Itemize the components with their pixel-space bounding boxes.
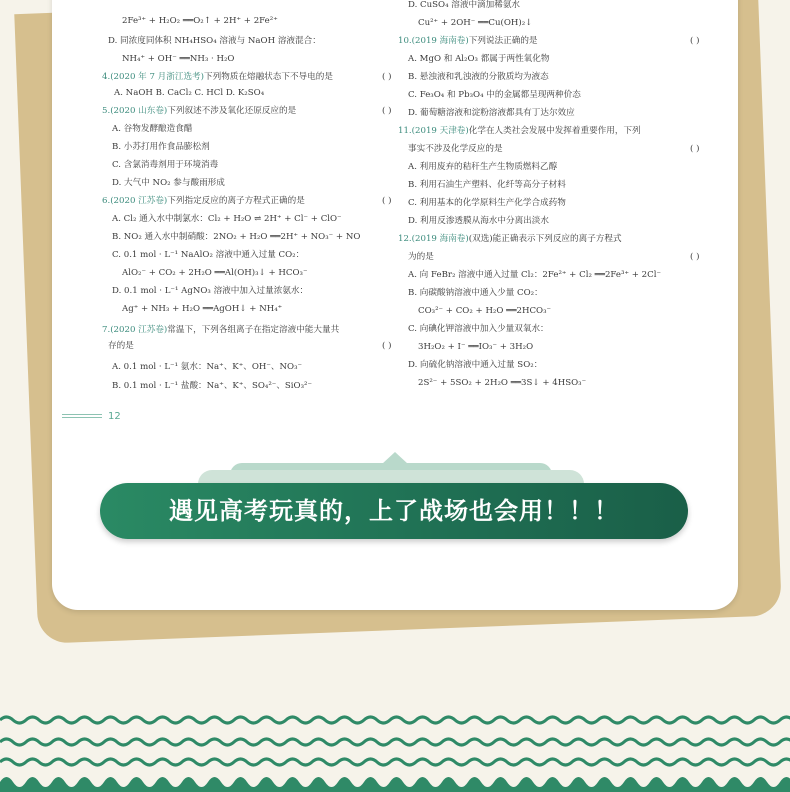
right-column-line: D. 利用反渗透膜从海水中分离出淡水 <box>408 216 549 226</box>
left-column-line: B. 0.1 mol · L⁻¹ 盐酸：Na⁺、K⁺、SO₄²⁻、SiO₃²⁻ <box>112 381 313 391</box>
right-column-line: 3H₂O₂ + I⁻ ══IO₃⁻ + 3H₂O <box>418 342 534 352</box>
question-number: 12.(2019 海南卷) <box>398 234 469 244</box>
left-column-line: B. 小苏打用作食品膨松剂 <box>112 142 210 152</box>
question-text: 下列说法正确的是 <box>468 36 538 46</box>
question-text: 常温下，下列各组离子在指定溶液中能大量共 <box>167 325 340 335</box>
left-column-line: C. 含氯消毒剂用于环境消毒 <box>112 160 219 170</box>
left-column-line <box>102 192 305 210</box>
wave-border-decoration <box>0 700 790 792</box>
right-column-line: B. 利用石油生产塑料、化纤等高分子材料 <box>408 180 566 190</box>
right-column-line: D. CuSO₄ 溶液中滴加稀氨水 <box>408 0 521 10</box>
question-number: 5.(2020 山东卷) <box>102 106 168 116</box>
right-column-line <box>398 230 622 248</box>
right-column-line: Cu²⁺ + 2OH⁻ ══Cu(OH)₂↓ <box>418 18 533 28</box>
right-column-line: D. 向硫化钠溶液中通入过量 SO₂： <box>408 360 543 370</box>
right-column-line: C. 利用基本的化学原料生产化学合成药物 <box>408 198 566 208</box>
question-number: 6.(2020 江苏卷) <box>102 196 168 206</box>
right-column-line: C. 向碘化钾溶液中加入少量双氧水： <box>408 324 549 334</box>
left-column-line: A. 0.1 mol · L⁻¹ 氨水：Na⁺、K⁺、OH⁻、NO₃⁻ <box>112 362 303 372</box>
right-column-line: B. 悬浊液和乳浊液的分散质均为液态 <box>408 72 549 82</box>
left-column-line: 存的是 <box>108 341 134 351</box>
left-column-line: Ag⁺ + NH₃ + H₂O ══AgOH↓ + NH₄⁺ <box>122 304 283 314</box>
left-column-line: 2Fe³⁺ + H₂O₂ ══O₂↑ + 2H⁺ + 2Fe²⁺ <box>122 16 278 26</box>
answer-blank: ( ) <box>690 252 700 262</box>
right-column-line <box>398 122 641 140</box>
question-number: 11.(2019 天津卷) <box>398 126 469 136</box>
left-column-line: C. 0.1 mol · L⁻¹ NaAlO₂ 溶液中通入过量 CO₂： <box>112 250 305 260</box>
left-column-line <box>102 321 339 339</box>
left-column-line: D. 0.1 mol · L⁻¹ AgNO₃ 溶液中加入过量浓氨水： <box>112 286 309 296</box>
answer-blank: ( ) <box>690 144 700 154</box>
question-text: (双选)能正确表示下列反应的离子方程式 <box>468 234 622 244</box>
answer-blank: ( ) <box>382 106 392 116</box>
right-column-line: A. 利用废弃的秸秆生产生物质燃料乙醇 <box>408 162 558 172</box>
right-column-line: B. 向碳酸钠溶液中通入少量 CO₂： <box>408 288 543 298</box>
question-text: 下列物质在熔融状态下不导电的是 <box>204 72 333 82</box>
left-column-line: NH₄⁺ + OH⁻ ══NH₃ · H₂O <box>122 54 235 64</box>
question-number: 10.(2019 海南卷) <box>398 36 469 46</box>
left-column-line: AlO₂⁻ + CO₂ + 2H₂O ══Al(OH)₃↓ + HCO₃⁻ <box>122 268 308 278</box>
left-column-line: D. 大气中 NO₂ 参与酸雨形成 <box>112 178 225 188</box>
right-column-line: 为的是 <box>408 252 434 262</box>
slogan-banner: 遇见高考玩真的，上了战场也会用！！！ <box>100 483 688 539</box>
right-column-line: 事实不涉及化学反应的是 <box>408 144 503 154</box>
page-footer-decoration <box>62 414 102 420</box>
question-text: 化学在人类社会发展中发挥着重要作用，下列 <box>468 126 641 136</box>
right-column-line: D. 葡萄糖溶液和淀粉溶液都具有丁达尔效应 <box>408 108 575 118</box>
answer-blank: ( ) <box>382 72 392 82</box>
right-column-line: A. MgO 和 Al₂O₃ 都属于两性氧化物 <box>408 54 550 64</box>
left-column-line: A. Cl₂ 通入水中制氯水：Cl₂ + H₂O ⇌ 2H⁺ + Cl⁻ + ClO⁻ <box>112 214 342 224</box>
left-column-line: B. NO₂ 通入水中制硝酸：2NO₂ + H₂O ══2H⁺ + NO₃⁻ + NO <box>112 232 361 242</box>
left-column-line: D. 同浓度同体积 NH₄HSO₄ 溶液与 NaOH 溶液混合： <box>108 36 321 46</box>
left-column-line <box>102 102 296 120</box>
right-column-line: 2S²⁻ + 5SO₂ + 2H₂O ══3S↓ + 4HSO₃⁻ <box>418 378 587 388</box>
right-column-line: CO₃²⁻ + CO₂ + H₂O ══2HCO₃⁻ <box>418 306 552 316</box>
right-column-line <box>398 32 538 50</box>
answer-blank: ( ) <box>382 341 392 351</box>
page-number: 12 <box>108 411 121 422</box>
answer-blank: ( ) <box>690 36 700 46</box>
right-column-line: A. 向 FeBr₂ 溶液中通入过量 Cl₂：2Fe²⁺ + Cl₂ ══2Fe³⁺ + 2Cl⁻ <box>408 270 661 280</box>
left-column-line: A. 谷物发酵酿造食醋 <box>112 124 193 134</box>
question-text: 下列指定反应的离子方程式正确的是 <box>167 196 305 206</box>
answer-blank: ( ) <box>382 196 392 206</box>
question-text: 下列叙述不涉及氧化还原反应的是 <box>167 106 297 116</box>
right-column-line: C. Fe₃O₄ 和 Pb₃O₄ 中的金属都呈现两种价态 <box>408 90 581 100</box>
question-number: 4.(2020 年 7 月浙江选考) <box>102 72 205 82</box>
left-column-line: A. NaOH B. CaCl₂ C. HCl D. K₂SO₄ <box>114 88 265 98</box>
question-number: 7.(2020 江苏卷) <box>102 325 168 335</box>
